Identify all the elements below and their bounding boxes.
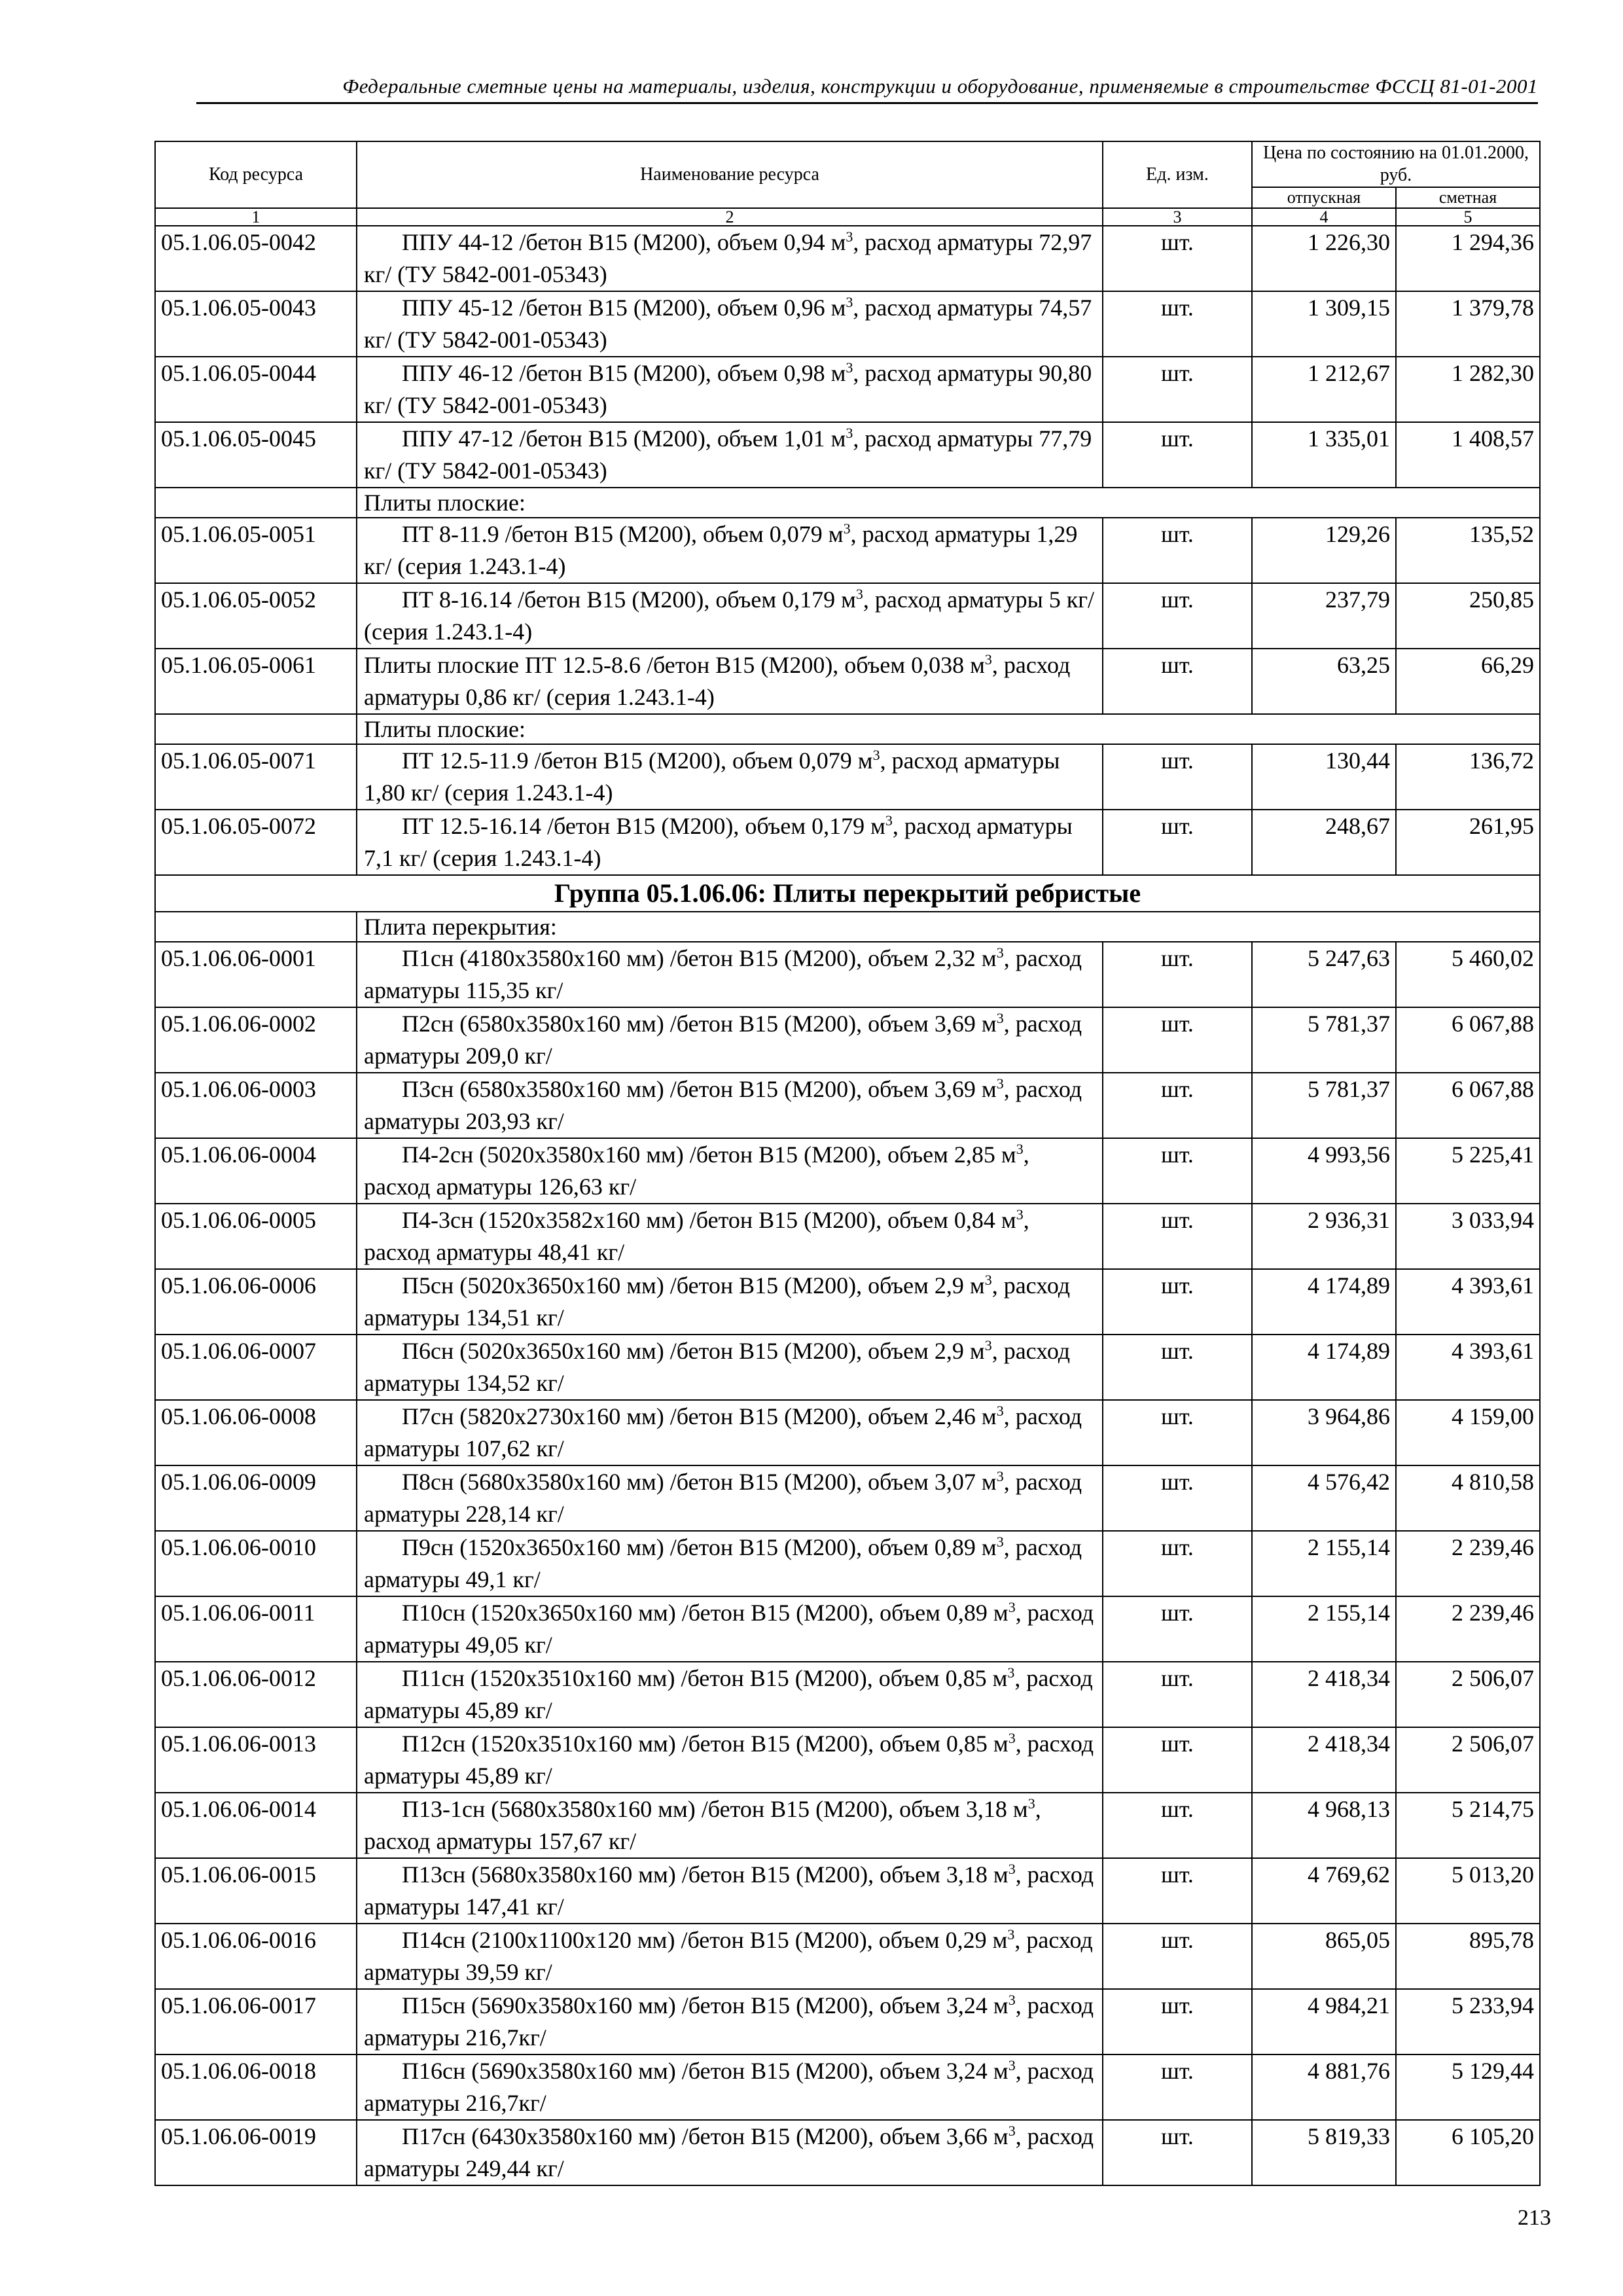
- release-price: 237,79: [1252, 583, 1396, 649]
- resource-name-text-rest: , расход арматуры 49,05 кг/: [364, 1600, 1094, 1658]
- release-price: 5 247,63: [1252, 942, 1396, 1007]
- resource-code: 05.1.06.06-0018: [155, 2054, 357, 2120]
- release-price: 2 155,14: [1252, 1596, 1396, 1662]
- unit-superscript: 3: [846, 425, 853, 441]
- table-row: [155, 291, 1540, 357]
- unit: шт.: [1103, 1204, 1252, 1269]
- resource-name-text: П2сн (6580х3580х160 мм) /бетон В15 (М200), объем 3,69 м: [402, 1011, 997, 1037]
- release-price: 1 335,01: [1252, 422, 1396, 488]
- empty-cell: [155, 912, 357, 942]
- unit-superscript: 3: [984, 651, 992, 668]
- subheading: Плиты плоские:: [357, 488, 1540, 518]
- resource-code: 05.1.06.06-0006: [155, 1269, 357, 1335]
- estimate-price: 2 239,46: [1396, 1531, 1540, 1596]
- table-row: [155, 2120, 1540, 2185]
- release-price: 63,25: [1252, 649, 1396, 714]
- resource-name: [357, 649, 1103, 714]
- estimate-price: 6 067,88: [1396, 1073, 1540, 1138]
- resource-name: [357, 1989, 1103, 2054]
- running-header: Федеральные сметные цены на материалы, изделия, конструкции и оборудование, применяемые в строительстве ФССЦ 81-01-2001: [196, 73, 1538, 104]
- resource-name: [357, 1727, 1103, 1793]
- resource-name: [357, 1662, 1103, 1727]
- table-row: [155, 1662, 1540, 1727]
- resource-code: 05.1.06.06-0004: [155, 1138, 357, 1204]
- unit-superscript: 3: [843, 520, 851, 537]
- col-number-1: 1: [155, 208, 357, 226]
- estimate-price: 1 408,57: [1396, 422, 1540, 488]
- unit: шт.: [1103, 2120, 1252, 2185]
- unit: шт.: [1103, 1924, 1252, 1989]
- empty-cell: [155, 488, 357, 518]
- subheading: Плиты плоские:: [357, 714, 1540, 744]
- estimate-price: 1 294,36: [1396, 226, 1540, 291]
- release-price: 4 576,42: [1252, 1465, 1396, 1531]
- unit-superscript: 3: [855, 586, 863, 602]
- resource-name-text: ППУ 45-12 /бетон В15 (М200), объем 0,96 м: [402, 295, 846, 321]
- table-row: [155, 810, 1540, 875]
- resource-name-text-rest: , расход арматуры 107,62 кг/: [364, 1403, 1082, 1462]
- unit-superscript: 3: [996, 1534, 1004, 1550]
- resource-name: [357, 1204, 1103, 1269]
- unit-superscript: 3: [996, 944, 1004, 961]
- unit-superscript: 3: [872, 747, 880, 763]
- resource-name-text: П16сн (5690х3580х160 мм) /бетон В15 (М200), объем 3,24 м: [402, 2058, 1008, 2084]
- unit: шт.: [1103, 1465, 1252, 1531]
- table-row: [155, 1465, 1540, 1531]
- col-number-4: 4: [1252, 208, 1396, 226]
- unit: шт.: [1103, 942, 1252, 1007]
- subheading: Плита перекрытия:: [357, 912, 1540, 942]
- resource-name-text: П8сн (5680х3580х160 мм) /бетон В15 (М200), объем 3,07 м: [402, 1469, 997, 1495]
- unit: шт.: [1103, 1073, 1252, 1138]
- unit-superscript: 3: [1007, 1664, 1015, 1681]
- unit: шт.: [1103, 1335, 1252, 1400]
- resource-name-text: П1сн (4180х3580х160 мм) /бетон В15 (М200), объем 2,32 м: [402, 945, 997, 971]
- resource-code: 05.1.06.05-0061: [155, 649, 357, 714]
- resource-name-text-rest: , расход арматуры 45,89 кг/: [364, 1731, 1094, 1789]
- release-price: 5 819,33: [1252, 2120, 1396, 2185]
- unit-superscript: 3: [1007, 1926, 1015, 1943]
- resource-name: [357, 1465, 1103, 1531]
- resource-name-text: П12сн (1520х3510х160 мм) /бетон В15 (М200), объем 0,85 м: [402, 1731, 1008, 1757]
- unit: шт.: [1103, 357, 1252, 422]
- release-price: 5 781,37: [1252, 1007, 1396, 1073]
- col-header-estimate-price: сметная: [1396, 187, 1540, 208]
- release-price: 2 418,34: [1252, 1727, 1396, 1793]
- resource-name-text-rest: , расход арматуры 216,7кг/: [364, 2058, 1094, 2116]
- resource-name-text: ПТ 8-16.14 /бетон В15 (М200), объем 0,179 м: [402, 586, 856, 613]
- resource-name-text-rest: , расход арматуры 115,35 кг/: [364, 945, 1082, 1003]
- resource-name: [357, 1073, 1103, 1138]
- resource-code: 05.1.06.06-0011: [155, 1596, 357, 1662]
- table-row: [155, 1531, 1540, 1596]
- resource-name-text-rest: , расход арматуры 249,44 кг/: [364, 2123, 1094, 2181]
- resource-name: [357, 2054, 1103, 2120]
- unit: шт.: [1103, 1269, 1252, 1335]
- table-row: [155, 1400, 1540, 1465]
- resource-name: [357, 291, 1103, 357]
- resource-code: 05.1.06.06-0014: [155, 1793, 357, 1858]
- resource-name-text-rest: , расход арматуры 216,7кг/: [364, 1992, 1094, 2051]
- resource-name-text-rest: , расход арматуры 203,93 кг/: [364, 1076, 1082, 1134]
- resource-code: 05.1.06.06-0013: [155, 1727, 357, 1793]
- resource-code: 05.1.06.06-0012: [155, 1662, 357, 1727]
- release-price: 4 968,13: [1252, 1793, 1396, 1858]
- table-row: [155, 1924, 1540, 1989]
- empty-cell: [155, 714, 357, 744]
- resource-name-text-rest: , расход арматуры 77,79 кг/ (ТУ 5842-001-05343): [364, 425, 1092, 484]
- resource-name-text-rest: , расход арматуры 228,14 кг/: [364, 1469, 1082, 1527]
- resource-code: 05.1.06.05-0072: [155, 810, 357, 875]
- resource-name-text: ППУ 47-12 /бетон В15 (М200), объем 1,01 м: [402, 425, 846, 452]
- table-row: [155, 357, 1540, 422]
- page-number: 213: [1518, 2206, 1551, 2230]
- unit: шт.: [1103, 1793, 1252, 1858]
- unit-superscript: 3: [1008, 1861, 1016, 1877]
- resource-name-text-rest: , расход арматуры 1,29 кг/ (серия 1.243.1-4): [364, 521, 1078, 579]
- unit-superscript: 3: [1008, 2123, 1016, 2139]
- resource-name-text-rest: , расход арматуры 134,51 кг/: [364, 1272, 1071, 1331]
- resource-code: 05.1.06.06-0007: [155, 1335, 357, 1400]
- resource-name-text: ППУ 44-12 /бетон В15 (М200), объем 0,94 м: [402, 229, 846, 255]
- estimate-price: 1 282,30: [1396, 357, 1540, 422]
- resource-name-text: ПТ 12.5-11.9 /бетон В15 (М200), объем 0,079 м: [402, 747, 873, 774]
- table-row: [155, 583, 1540, 649]
- resource-code: 05.1.06.06-0002: [155, 1007, 357, 1073]
- col-header-price: Цена по состоянию на 01.01.2000, руб.: [1252, 141, 1540, 187]
- table-row: [155, 1007, 1540, 1073]
- estimate-price: 5 225,41: [1396, 1138, 1540, 1204]
- resource-name-text: П17сн (6430х3580х160 мм) /бетон В15 (М200), объем 3,66 м: [402, 2123, 1008, 2149]
- unit-superscript: 3: [984, 1272, 992, 1288]
- resource-name-text: П14сн (2100х1100х120 мм) /бетон В15 (М200), объем 0,29 м: [402, 1927, 1008, 1953]
- resource-code: 05.1.06.05-0052: [155, 583, 357, 649]
- release-price: 2 155,14: [1252, 1531, 1396, 1596]
- resource-name: [357, 1793, 1103, 1858]
- resource-name-text-rest: , расход арматуры 157,67 кг/: [364, 1796, 1041, 1854]
- estimate-price: 4 393,61: [1396, 1335, 1540, 1400]
- unit-superscript: 3: [1008, 2057, 1016, 2073]
- resource-name-text-rest: , расход арматуры 7,1 кг/ (серия 1.243.1-4): [364, 813, 1073, 871]
- table-row: [155, 1204, 1540, 1269]
- unit-superscript: 3: [1008, 1599, 1016, 1615]
- table-row: [155, 1727, 1540, 1793]
- resource-code: 05.1.06.06-0005: [155, 1204, 357, 1269]
- resource-name: [357, 1596, 1103, 1662]
- table-row: [155, 1858, 1540, 1924]
- resource-code: 05.1.06.06-0009: [155, 1465, 357, 1531]
- estimate-price: 261,95: [1396, 810, 1540, 875]
- estimate-price: 5 129,44: [1396, 2054, 1540, 2120]
- unit-superscript: 3: [996, 1075, 1004, 1092]
- resource-code: 05.1.06.06-0016: [155, 1924, 357, 1989]
- unit-superscript: 3: [996, 1468, 1004, 1484]
- resource-code: 05.1.06.06-0008: [155, 1400, 357, 1465]
- table-row: [155, 942, 1540, 1007]
- unit-superscript: 3: [885, 812, 893, 829]
- resource-name-text-rest: , расход арматуры 0,86 кг/ (серия 1.243.1-4): [364, 652, 1071, 710]
- table-body: [155, 226, 1540, 2185]
- unit: шт.: [1103, 1596, 1252, 1662]
- resource-code: 05.1.06.05-0042: [155, 226, 357, 291]
- resource-name-text: П7сн (5820х2730х160 мм) /бетон В15 (М200), объем 2,46 м: [402, 1403, 997, 1429]
- estimate-price: 1 379,78: [1396, 291, 1540, 357]
- resource-name: [357, 518, 1103, 583]
- unit: шт.: [1103, 1007, 1252, 1073]
- release-price: 2 418,34: [1252, 1662, 1396, 1727]
- resource-name-text-rest: , расход арматуры 45,89 кг/: [364, 1665, 1093, 1723]
- release-price: 4 984,21: [1252, 1989, 1396, 2054]
- estimate-price: 135,52: [1396, 518, 1540, 583]
- release-price: 1 212,67: [1252, 357, 1396, 422]
- resource-name-text: П9сн (1520х3650х160 мм) /бетон В15 (М200), объем 0,89 м: [402, 1534, 997, 1560]
- unit: шт.: [1103, 744, 1252, 810]
- resource-name-text: П10сн (1520х3650х160 мм) /бетон В15 (М200), объем 0,89 м: [402, 1600, 1008, 1626]
- estimate-price: 3 033,94: [1396, 1204, 1540, 1269]
- resource-name: [357, 1858, 1103, 1924]
- unit-superscript: 3: [996, 1403, 1004, 1419]
- unit: шт.: [1103, 422, 1252, 488]
- resource-name: [357, 1335, 1103, 1400]
- resource-name-text-rest: , расход арматуры 209,0 кг/: [364, 1011, 1082, 1069]
- unit-superscript: 3: [984, 1337, 992, 1354]
- unit-superscript: 3: [1008, 1730, 1016, 1746]
- col-header-unit: Ед. изм.: [1103, 141, 1252, 208]
- resource-name: [357, 226, 1103, 291]
- resource-name-text: П13сн (5680х3580х160 мм) /бетон В15 (М200), объем 3,18 м: [402, 1861, 1008, 1888]
- release-price: 865,05: [1252, 1924, 1396, 1989]
- estimate-price: 6 067,88: [1396, 1007, 1540, 1073]
- table-row: [155, 1596, 1540, 1662]
- unit: шт.: [1103, 226, 1252, 291]
- resource-name: [357, 583, 1103, 649]
- unit-superscript: 3: [1027, 1795, 1035, 1812]
- group-row: [155, 875, 1540, 912]
- resource-name-text: П6сн (5020х3650х160 мм) /бетон В15 (М200), объем 2,9 м: [402, 1338, 985, 1364]
- resource-code: 05.1.06.05-0045: [155, 422, 357, 488]
- release-price: 130,44: [1252, 744, 1396, 810]
- estimate-price: 5 233,94: [1396, 1989, 1540, 2054]
- resource-name: [357, 1400, 1103, 1465]
- resource-name-text-rest: , расход арматуры 147,41 кг/: [364, 1861, 1094, 1920]
- estimate-price: 136,72: [1396, 744, 1540, 810]
- estimate-price: 66,29: [1396, 649, 1540, 714]
- unit: шт.: [1103, 1662, 1252, 1727]
- unit-superscript: 3: [1016, 1141, 1024, 1157]
- estimate-price: 6 105,20: [1396, 2120, 1540, 2185]
- estimate-price: 2 506,07: [1396, 1727, 1540, 1793]
- resource-name: [357, 422, 1103, 488]
- unit: шт.: [1103, 1400, 1252, 1465]
- resource-name-text: П4-3сн (1520х3582х160 мм) /бетон В15 (М200), объем 0,84 м: [402, 1207, 1016, 1233]
- release-price: 248,67: [1252, 810, 1396, 875]
- resource-code: 05.1.06.05-0051: [155, 518, 357, 583]
- table-row: [155, 1989, 1540, 2054]
- resource-code: 05.1.06.06-0019: [155, 2120, 357, 2185]
- release-price: 4 769,62: [1252, 1858, 1396, 1924]
- resource-name: [357, 1269, 1103, 1335]
- resource-code: 05.1.06.06-0017: [155, 1989, 357, 2054]
- unit-superscript: 3: [1008, 1992, 1016, 2008]
- resource-name-text-rest: , расход арматуры 48,41 кг/: [364, 1207, 1029, 1265]
- estimate-price: 2 239,46: [1396, 1596, 1540, 1662]
- resource-name-text: П13-1сн (5680х3580х160 мм) /бетон В15 (М200), объем 3,18 м: [402, 1796, 1028, 1822]
- col-number-3: 3: [1103, 208, 1252, 226]
- release-price: 5 781,37: [1252, 1073, 1396, 1138]
- table-row: [155, 649, 1540, 714]
- resource-name: [357, 942, 1103, 1007]
- resource-name: [357, 1531, 1103, 1596]
- group-heading: Группа 05.1.06.06: Плиты перекрытий ребристые: [155, 875, 1540, 912]
- release-price: 4 881,76: [1252, 2054, 1396, 2120]
- table-row: [155, 518, 1540, 583]
- table-row: [155, 226, 1540, 291]
- subheading-row: [155, 488, 1540, 518]
- resource-name-text: П5сн (5020х3650х160 мм) /бетон В15 (М200), объем 2,9 м: [402, 1272, 985, 1299]
- table-row: [155, 1335, 1540, 1400]
- col-header-release-price: отпускная: [1252, 187, 1396, 208]
- table-row: [155, 422, 1540, 488]
- unit: шт.: [1103, 518, 1252, 583]
- unit: шт.: [1103, 810, 1252, 875]
- release-price: 4 174,89: [1252, 1335, 1396, 1400]
- table-row: [155, 2054, 1540, 2120]
- subheading-row: [155, 912, 1540, 942]
- release-price: 1 226,30: [1252, 226, 1396, 291]
- unit-superscript: 3: [1016, 1206, 1024, 1223]
- resource-name: [357, 744, 1103, 810]
- col-number-2: 2: [357, 208, 1103, 226]
- resource-name-text-rest: , расход арматуры 72,97 кг/ (ТУ 5842-001-05343): [364, 229, 1092, 287]
- resource-code: 05.1.06.06-0003: [155, 1073, 357, 1138]
- estimate-price: 4 159,00: [1396, 1400, 1540, 1465]
- resource-name-text: ПТ 8-11.9 /бетон В15 (М200), объем 0,079 м: [402, 521, 844, 547]
- resource-code: 05.1.06.05-0071: [155, 744, 357, 810]
- resource-name-text: ПТ 12.5-16.14 /бетон В15 (М200), объем 0,179 м: [402, 813, 885, 839]
- resource-name-text-rest: , расход арматуры 90,80 кг/ (ТУ 5842-001-05343): [364, 360, 1092, 418]
- unit: шт.: [1103, 2054, 1252, 2120]
- resource-name: [357, 810, 1103, 875]
- resource-code: 05.1.06.06-0010: [155, 1531, 357, 1596]
- table-row: [155, 1269, 1540, 1335]
- price-table: [154, 141, 1541, 2186]
- resource-name-text-rest: , расход арматуры 126,63 кг/: [364, 1141, 1029, 1200]
- unit-superscript: 3: [846, 294, 853, 310]
- resource-name-text: П3сн (6580х3580х160 мм) /бетон В15 (М200), объем 3,69 м: [402, 1076, 997, 1102]
- unit-superscript: 3: [846, 228, 853, 245]
- unit: шт.: [1103, 1138, 1252, 1204]
- table-row: [155, 744, 1540, 810]
- resource-name-text-rest: , расход арматуры 39,59 кг/: [364, 1927, 1093, 1985]
- estimate-price: 5 460,02: [1396, 942, 1540, 1007]
- resource-name: [357, 1138, 1103, 1204]
- resource-name-text: П4-2сн (5020х3580х160 мм) /бетон В15 (М200), объем 2,85 м: [402, 1141, 1016, 1168]
- resource-name-text: П15сн (5690х3580х160 мм) /бетон В15 (М200), объем 3,24 м: [402, 1992, 1008, 2018]
- col-header-code: Код ресурса: [155, 141, 357, 208]
- estimate-price: 4 393,61: [1396, 1269, 1540, 1335]
- table-row: [155, 1793, 1540, 1858]
- unit: шт.: [1103, 1531, 1252, 1596]
- resource-name: [357, 1924, 1103, 1989]
- col-number-5: 5: [1396, 208, 1540, 226]
- table-row: [155, 1073, 1540, 1138]
- release-price: 3 964,86: [1252, 1400, 1396, 1465]
- unit: шт.: [1103, 1727, 1252, 1793]
- resource-name: [357, 2120, 1103, 2185]
- resource-name-text-rest: , расход арматуры 74,57 кг/ (ТУ 5842-001-05343): [364, 295, 1092, 353]
- subheading-row: [155, 714, 1540, 744]
- release-price: 1 309,15: [1252, 291, 1396, 357]
- resource-name-text-rest: , расход арматуры 1,80 кг/ (серия 1.243.1-4): [364, 747, 1060, 806]
- resource-name-text-rest: , расход арматуры 49,1 кг/: [364, 1534, 1082, 1592]
- resource-name-text: ППУ 46-12 /бетон В15 (М200), объем 0,98 м: [402, 360, 846, 386]
- unit: шт.: [1103, 649, 1252, 714]
- resource-name-text-rest: , расход арматуры 134,52 кг/: [364, 1338, 1071, 1396]
- unit-superscript: 3: [996, 1010, 1004, 1026]
- resource-name: [357, 1007, 1103, 1073]
- table-row: [155, 1138, 1540, 1204]
- resource-name-text: Плиты плоские ПТ 12.5-8.6 /бетон В15 (М200), объем 0,038 м: [364, 652, 985, 678]
- unit: шт.: [1103, 583, 1252, 649]
- col-header-name: Наименование ресурса: [357, 141, 1103, 208]
- release-price: 4 993,56: [1252, 1138, 1396, 1204]
- release-price: 2 936,31: [1252, 1204, 1396, 1269]
- unit: шт.: [1103, 291, 1252, 357]
- resource-code: 05.1.06.06-0001: [155, 942, 357, 1007]
- resource-code: 05.1.06.05-0044: [155, 357, 357, 422]
- estimate-price: 5 214,75: [1396, 1793, 1540, 1858]
- unit-superscript: 3: [846, 359, 853, 376]
- estimate-price: 2 506,07: [1396, 1662, 1540, 1727]
- estimate-price: 4 810,58: [1396, 1465, 1540, 1531]
- unit: шт.: [1103, 1989, 1252, 2054]
- unit: шт.: [1103, 1858, 1252, 1924]
- resource-name: [357, 357, 1103, 422]
- resource-code: 05.1.06.05-0043: [155, 291, 357, 357]
- release-price: 129,26: [1252, 518, 1396, 583]
- estimate-price: 250,85: [1396, 583, 1540, 649]
- resource-code: 05.1.06.06-0015: [155, 1858, 357, 1924]
- resource-name-text-rest: , расход арматуры 5 кг/ (серия 1.243.1-4): [364, 586, 1095, 645]
- resource-name-text: П11сн (1520х3510х160 мм) /бетон В15 (М200), объем 0,85 м: [402, 1665, 1008, 1691]
- release-price: 4 174,89: [1252, 1269, 1396, 1335]
- estimate-price: 895,78: [1396, 1924, 1540, 1989]
- estimate-price: 5 013,20: [1396, 1858, 1540, 1924]
